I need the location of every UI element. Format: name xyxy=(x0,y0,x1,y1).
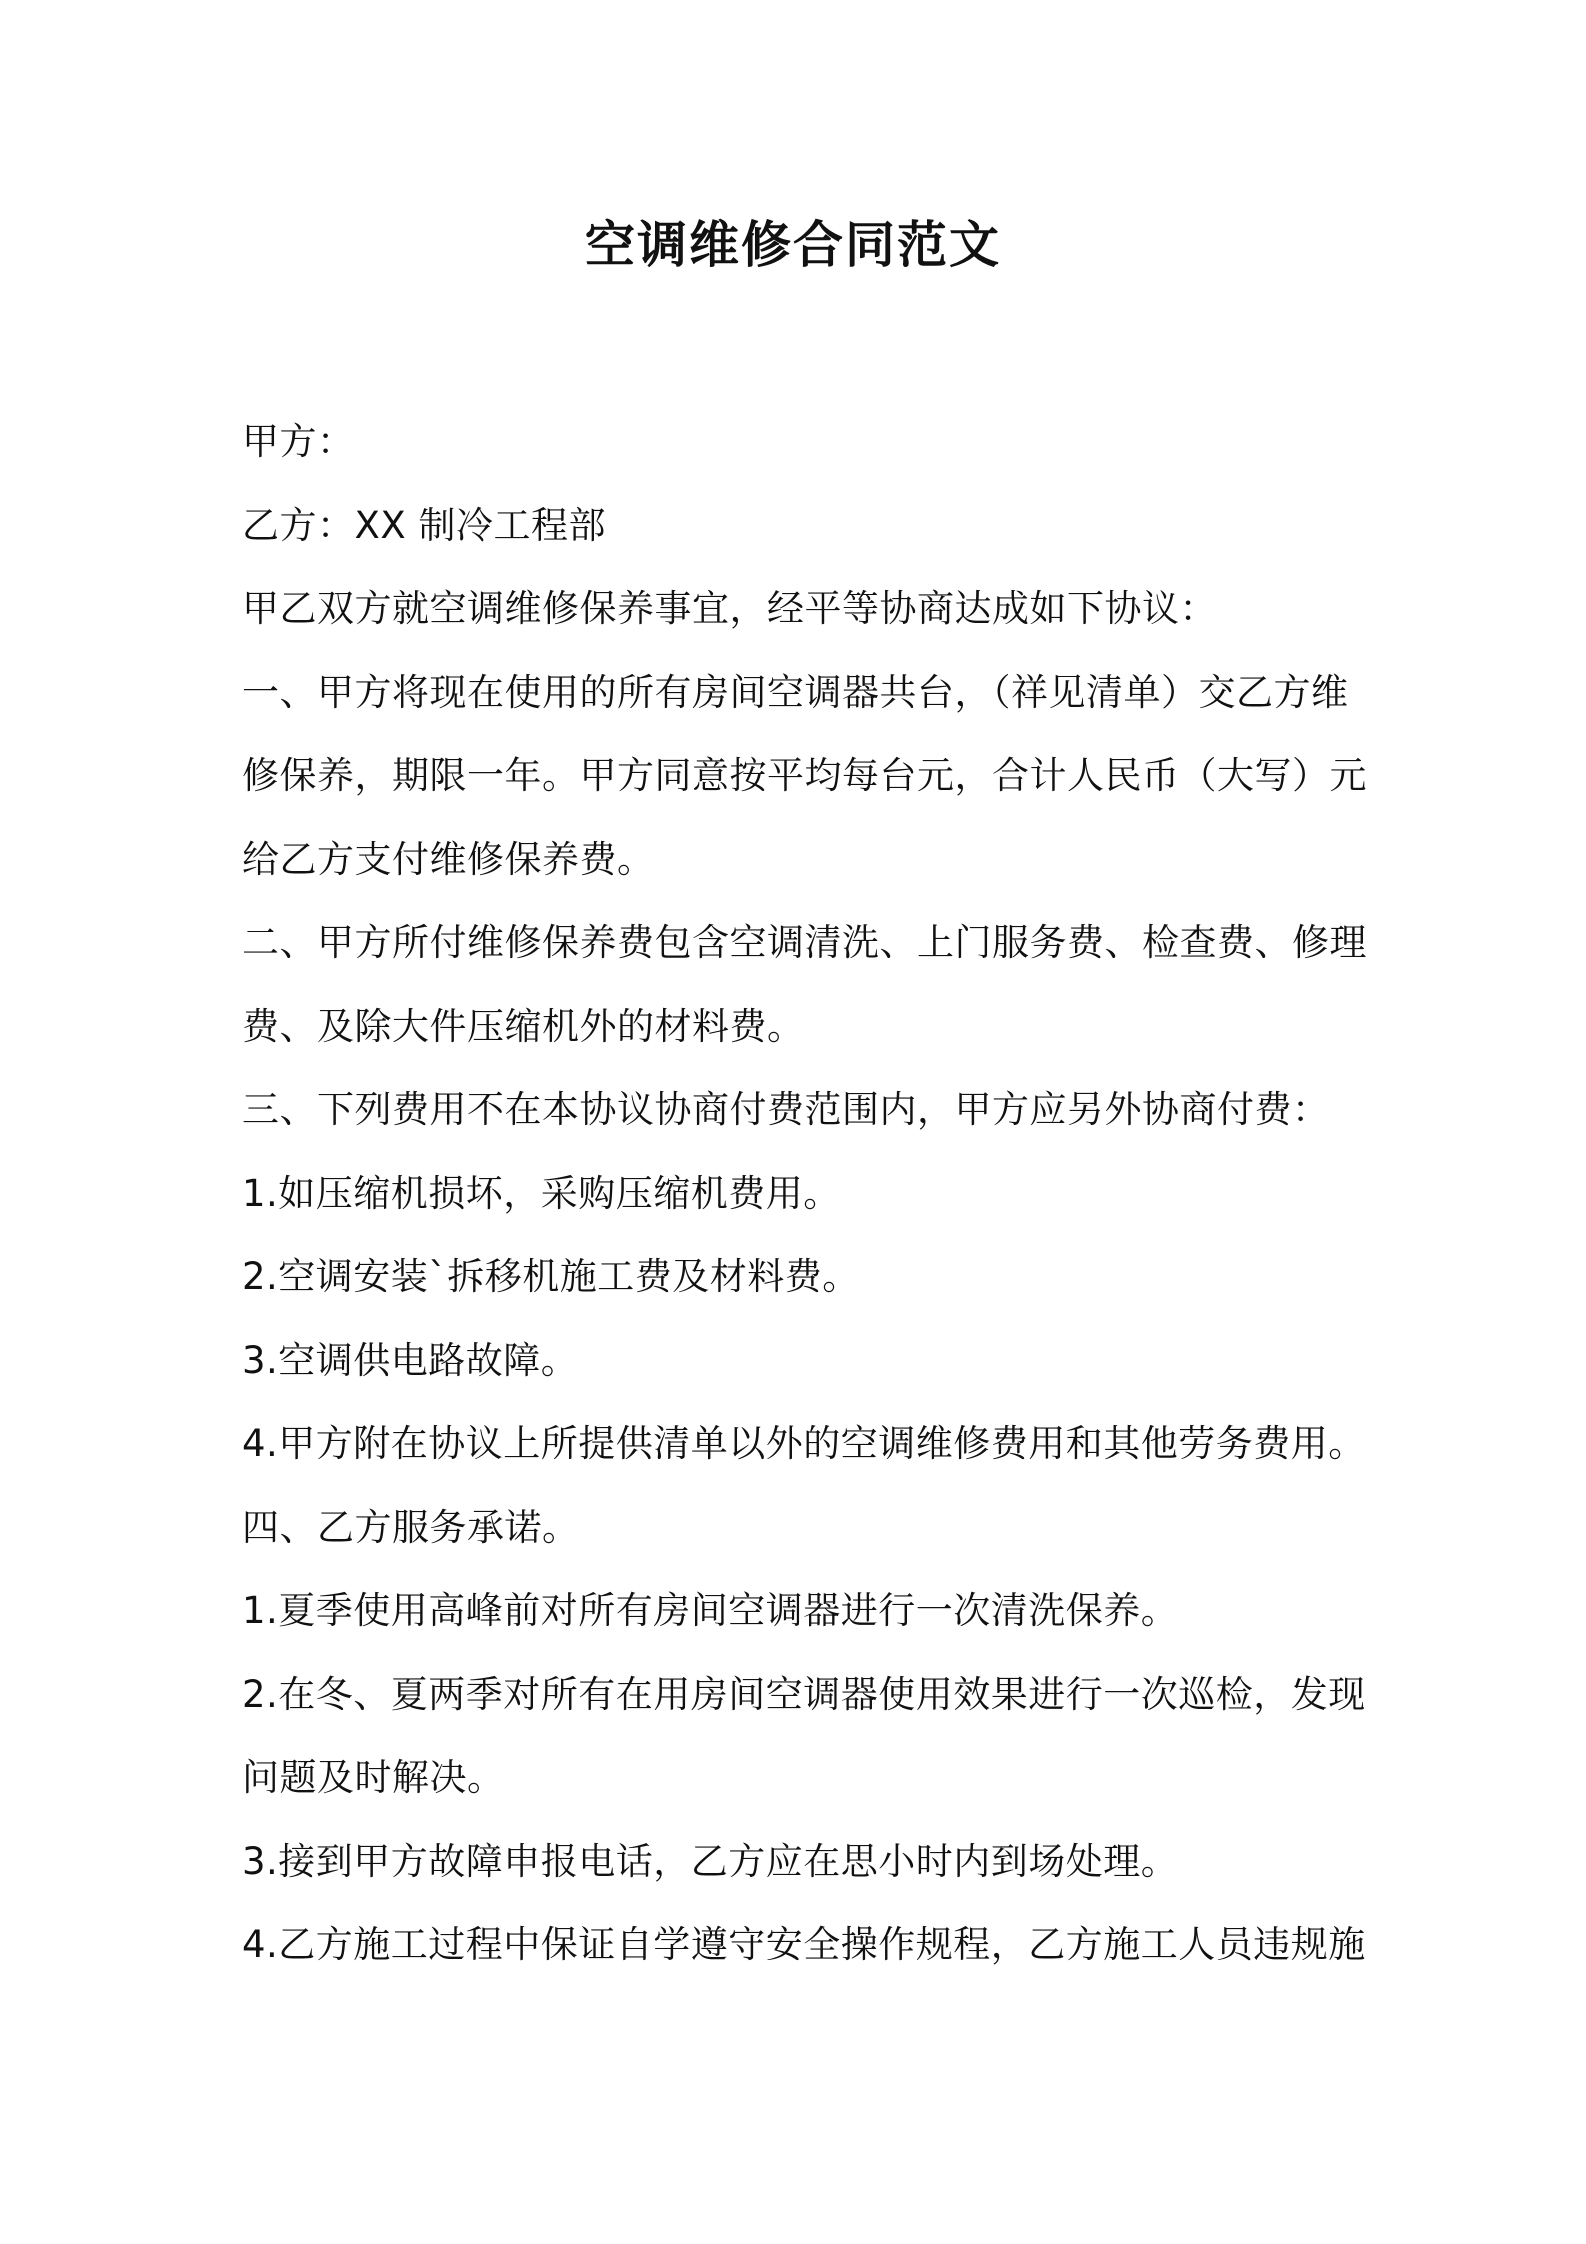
preamble-line: 甲乙双方就空调维修保养事宜，经平等协商达成如下协议： xyxy=(242,587,1217,630)
clause-4-item-2-line-2: 问题及时解决。 xyxy=(242,1756,505,1799)
clause-3-heading: 三、下列费用不在本协议协商付费范围内，甲方应另外协商付费： xyxy=(242,1088,1330,1131)
party-b-line: 乙方：XX 制冷工程部 xyxy=(242,503,606,547)
clause-4-item-4: 4.乙方施工过程中保证自学遵守安全操作规程，乙方施工人员违规施 xyxy=(242,1923,1366,1966)
clause-2-line-1: 二、甲方所付维修保养费包含空调清洗、上门服务费、检查费、修理 xyxy=(242,921,1367,964)
document-body xyxy=(242,400,1367,1987)
clause-4-item-3: 3.接到甲方故障申报电话，乙方应在思小时内到场处理。 xyxy=(242,1839,1179,1883)
clause-4-item-2-line-1: 2.在冬、夏两季对所有在用房间空调器使用效果进行一次巡检，发现 xyxy=(242,1672,1366,1716)
clause-4-heading: 四、乙方服务承诺。 xyxy=(242,1505,580,1549)
clause-3-item-3: 3.空调供电路故障。 xyxy=(242,1338,579,1382)
clause-3-item-1: 1.如压缩机损坏，采购压缩机费用。 xyxy=(242,1171,841,1215)
clause-4-item-1: 1.夏季使用高峰前对所有房间空调器进行一次清洗保养。 xyxy=(242,1589,1179,1632)
clause-1-line-3: 给乙方支付维修保养费。 xyxy=(242,837,655,881)
clause-2-line-2: 费、及除大件压缩机外的材料费。 xyxy=(242,1004,805,1048)
party-a-line: 甲方： xyxy=(242,420,355,463)
clause-1-line-1: 一、甲方将现在使用的所有房间空调器共台，（祥见清单）交乙方维 xyxy=(242,670,1349,714)
clause-3-item-4: 4.甲方附在协议上所提供清单以外的空调维修费用和其他劳务费用。 xyxy=(242,1422,1366,1465)
document-title: 空调维修合同范文 xyxy=(585,216,1001,274)
clause-1-line-2: 修保养，期限一年。甲方同意按平均每台元，合计人民币（大写）元 xyxy=(242,754,1367,797)
clause-3-item-2: 2.空调安装`拆移机施工费及材料费。 xyxy=(242,1255,860,1298)
